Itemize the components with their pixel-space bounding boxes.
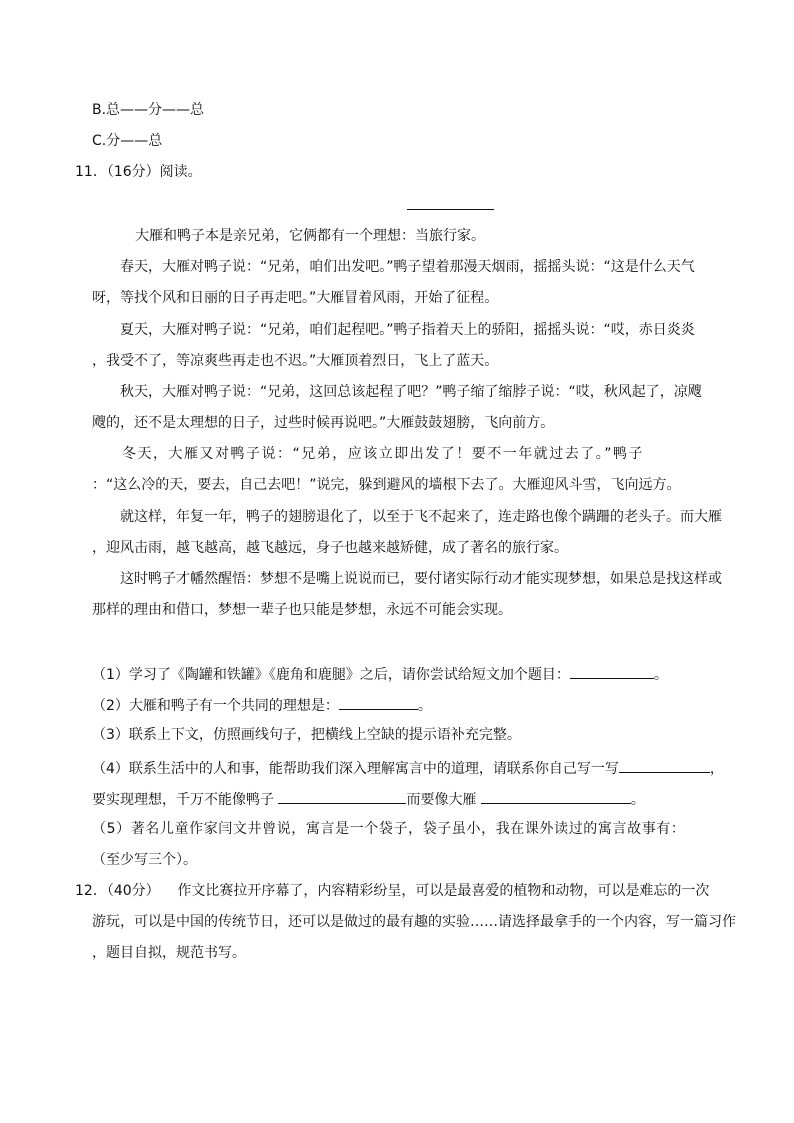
story-paragraph-4-line-1: 秋天，大雁对鸭子说：“兄弟，这回总该起程了吧？”鸭子缩了缩脖子说：“哎，秋风起了，凉飕 [120, 384, 702, 400]
answer-blank-1[interactable] [570, 663, 654, 679]
sub-question-1-text: （1）学习了《陶罐和铁罐》《鹿角和鹿腿》之后，请你尝试给短文加个题目： [92, 667, 570, 683]
sub-question-5-line-1: （5）著名儿童作家闫文井曾说，寓言是一个袋子，袋子虽小，我在课外读过的寓言故事有： [92, 821, 686, 837]
question-12-line-1: 12．（40分） 作文比赛拉开序幕了，内容精彩纷呈，可以是最喜爱的植物和动物，可以是难忘的一次 [75, 883, 710, 899]
option-b: B.总——分——总 [92, 102, 205, 118]
story-paragraph-3-line-1: 夏天，大雁对鸭子说：“兄弟，咱们起程吧。”鸭子指着天上的骄阳，摇摇头说：“哎，赤日炎炎 [120, 322, 695, 338]
answer-blank-4c[interactable] [481, 788, 631, 804]
story-paragraph-6-line-1: 就这样，年复一年，鸭子的翅膀退化了，以至于飞不起来了，连走路也像个蹒跚的老头子。而大雁 [120, 509, 722, 525]
sub-question-2-text: （2）大雁和鸭子有一个共同的理想是： [92, 698, 339, 714]
sub-question-4-line-2: 要实现理想，千万不能像鸭子 而要像大雁 。 [92, 788, 645, 810]
question-11-header: 11．（16分）阅读。 [75, 164, 202, 180]
sub-question-4-line-1: （4）联系生活中的人和事，能帮助我们深入理解寓言中的道理，请联系你自己写一写 ， [92, 757, 724, 779]
question-12-line-3: ，题目自拟，规范书写。 [92, 945, 246, 961]
sub-question-3: （3）联系上下文，仿照画线句子，把横线上空缺的提示语补充完整。 [92, 727, 521, 743]
sub-question-2: （2）大雁和鸭子有一个共同的理想是： 。 [92, 694, 432, 716]
sub-question-4-text: （4）联系生活中的人和事，能帮助我们深入理解寓言中的道理，请联系你自己写一写 [92, 761, 619, 777]
story-paragraph-3-line-2: ，我受不了，等凉爽些再走也不迟。”大雁顶着烈日，飞上了蓝天。 [92, 353, 499, 369]
story-paragraph-2-line-2: 呀，等找个风和日丽的日子再走吧。”大雁冒着风雨，开始了征程。 [92, 290, 499, 306]
story-paragraph-6-line-2: ，迎风击雨，越飞越高，越飞越远，身子也越来越矫健，成了著名的旅行家。 [92, 540, 568, 556]
sub-question-1: （1）学习了《陶罐和铁罐》《鹿角和鹿腿》之后，请你尝试给短文加个题目： 。 [92, 663, 668, 685]
story-paragraph-5-line-1: 冬天，大雁又对鸭子说：“兄弟，应该立即出发了！要不一年就过去了。”鸭子 [122, 446, 645, 462]
story-paragraph-7-line-2: 那样的理由和借口，梦想一辈子也只能是梦想，永远不可能会实现。 [92, 602, 512, 618]
option-c: C.分——总 [92, 133, 163, 149]
story-paragraph-7-line-1: 这时鸭子才幡然醒悟：梦想不是嘴上说说而已，要付诸实际行动才能实现梦想，如果总是找这样或 [120, 571, 722, 587]
sub-question-5-line-2: （至少写三个）。 [92, 852, 197, 868]
title-blank-line [407, 209, 494, 210]
answer-blank-4a[interactable] [619, 757, 710, 773]
story-paragraph-1: 大雁和鸭子本是亲兄弟，它俩都有一个理想：当旅行家。 [135, 228, 485, 244]
question-12-line-2: 游玩，可以是中国的传统节日，还可以是做过的最有趣的实验……请选择最拿手的一个内容，写一篇习作 [92, 914, 736, 930]
answer-blank-4b[interactable] [278, 788, 406, 804]
story-paragraph-4-line-2: 飕的，还不是太理想的日子，过些时候再说吧。”大雁鼓鼓翅膀，飞向前方。 [92, 415, 555, 431]
story-paragraph-2-line-1: 春天，大雁对鸭子说：“兄弟，咱们出发吧。”鸭子望着那漫天烟雨，摇摇头说：“这是什么天气 [120, 259, 695, 275]
story-paragraph-5-line-2: ：“这么冷的天，要去，自己去吧！”说完，躲到避风的墙根下去了。大雁迎风斗雪，飞向远方。 [92, 477, 681, 493]
answer-blank-2[interactable] [339, 694, 418, 710]
